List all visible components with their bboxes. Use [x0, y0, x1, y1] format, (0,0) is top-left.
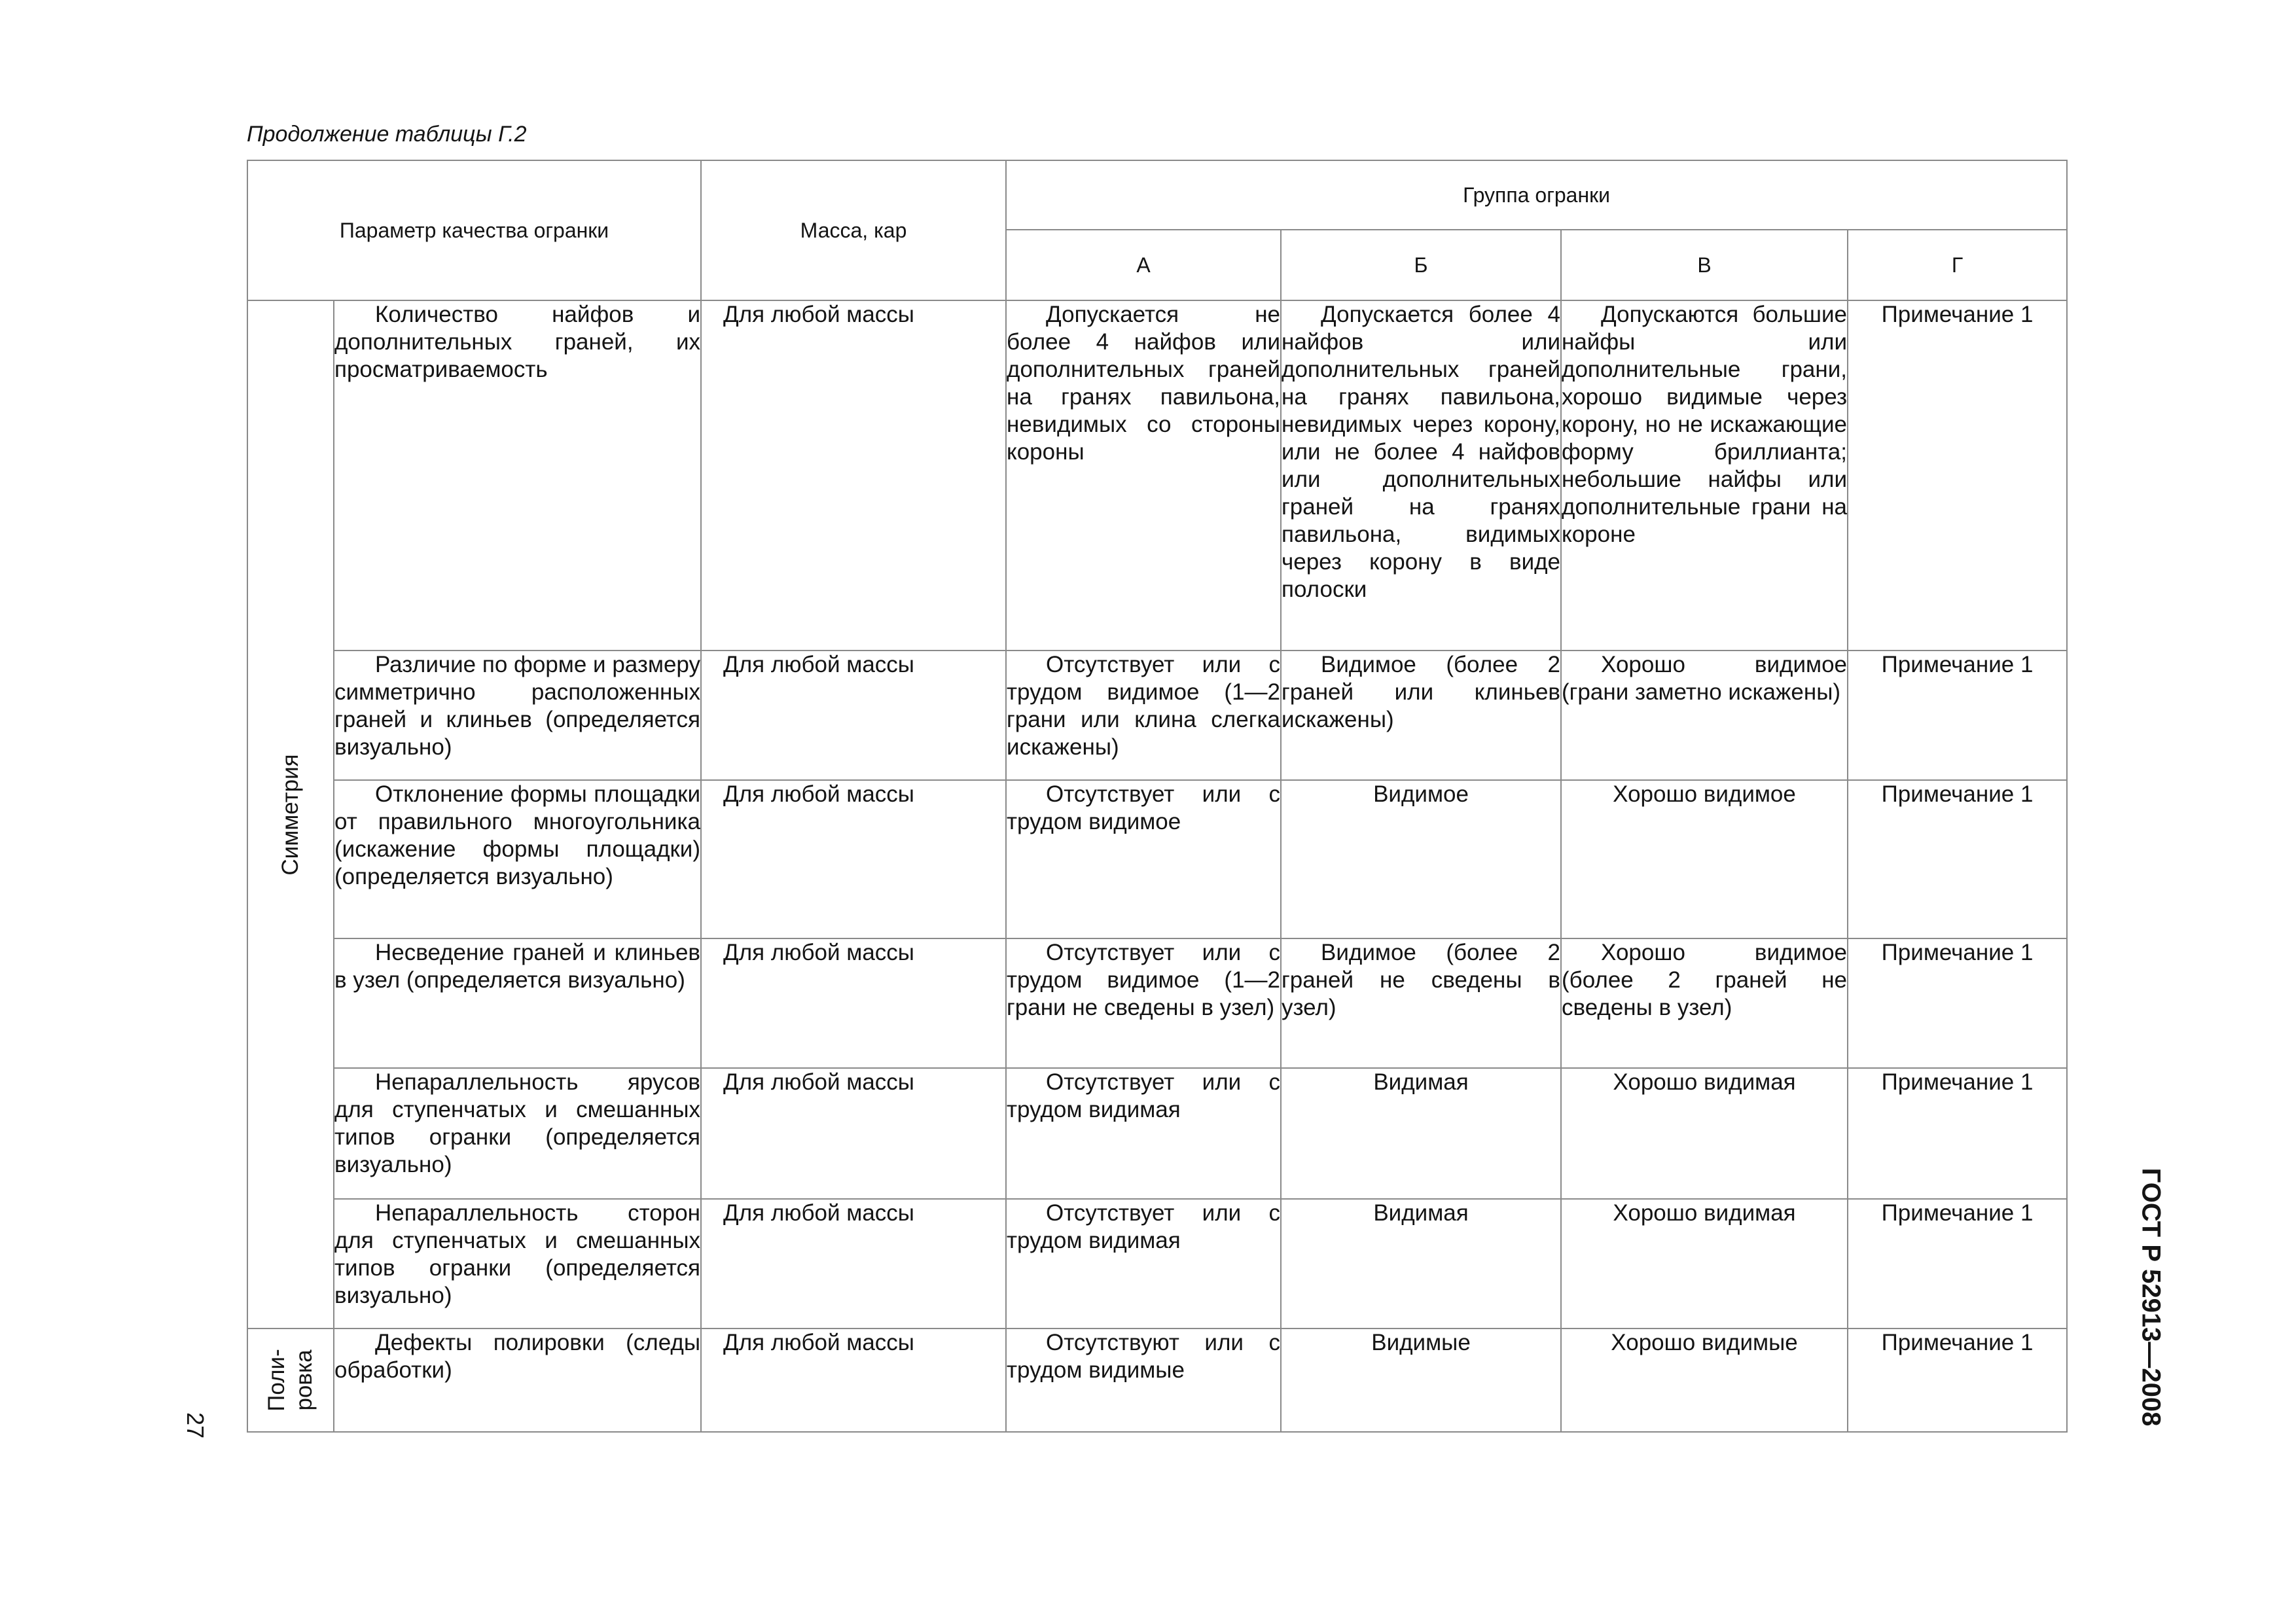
header-group-b: Б	[1281, 230, 1561, 300]
row-parameter: Отклонение формы площадки от правильного многоугольника (искажение формы площадки) (определяется визуально)	[334, 780, 701, 938]
row-group-a: Отсутствует или с трудом видимое	[1006, 780, 1281, 938]
row-mass: Для любой массы	[701, 300, 1006, 651]
row-mass: Для любой массы	[701, 1068, 1006, 1199]
row-mass: Для любой массы	[701, 1199, 1006, 1329]
row-group-a: Отсутствует или с трудом видимая	[1006, 1068, 1281, 1199]
page-number-text: 27	[182, 1412, 209, 1439]
table-row	[247, 1199, 2067, 1329]
row-group-b: Видимые	[1281, 1329, 1561, 1432]
row-group-g: Примечание 1	[1848, 1329, 2067, 1432]
row-parameter: Непараллельность ярусов для ступенчатых и смешанных типов огранки (определяется визуально)	[334, 1068, 701, 1199]
table-row	[247, 1329, 2067, 1432]
row-parameter: Непараллельность сторон для ступенчатых и смешанных типов огранки (определяется визуально)	[334, 1199, 701, 1329]
header-mass: Масса, кар	[701, 160, 1006, 300]
header-group-g: Г	[1848, 230, 2067, 300]
table-row	[247, 300, 2067, 651]
row-group-g: Примечание 1	[1848, 651, 2067, 780]
document-code	[2131, 1160, 2170, 1435]
row-group-g: Примечание 1	[1848, 300, 2067, 651]
section-polish-label: Поли- ровка	[264, 1349, 317, 1412]
table-row	[247, 938, 2067, 1068]
row-group-v: Хорошо видимое (грани заметно искажены)	[1561, 651, 1848, 780]
row-mass: Для любой массы	[701, 1329, 1006, 1432]
row-group-a: Отсутствует или с трудом видимая	[1006, 1199, 1281, 1329]
document-code-text: ГОСТ Р 52913—2008	[2136, 1168, 2166, 1427]
row-parameter: Несведение граней и клиньев в узел (определяется визуально)	[334, 938, 701, 1068]
row-group-v: Хорошо видимое	[1561, 780, 1848, 938]
row-group-g: Примечание 1	[1848, 780, 2067, 938]
header-parameter: Параметр качества огранки	[247, 160, 701, 300]
section-symmetry-label: Симметрия	[278, 753, 303, 876]
page-number	[175, 1399, 215, 1452]
row-group-b: Видимое (более 2 граней или клиньев искажены)	[1281, 651, 1561, 780]
row-parameter: Различие по форме и размеру симметрично расположенных граней и клиньев (определяется визуально)	[334, 651, 701, 780]
row-group-a: Отсутствуют или с трудом видимые	[1006, 1329, 1281, 1432]
row-group-a: Отсутствует или с трудом видимое (1—2 грани не сведены в узел)	[1006, 938, 1281, 1068]
row-group-b: Видимая	[1281, 1068, 1561, 1199]
header-group: Группа огранки	[1006, 160, 2067, 230]
row-parameter: Дефекты полировки (следы обработки)	[334, 1329, 701, 1432]
table-row	[247, 651, 2067, 780]
row-group-a: Отсутствует или с трудом видимое (1—2 грани или клина слегка искажены)	[1006, 651, 1281, 780]
row-group-b: Видимая	[1281, 1199, 1561, 1329]
row-group-v: Хорошо видимые	[1561, 1329, 1848, 1432]
section-symmetry	[247, 300, 334, 1329]
row-mass: Для любой массы	[701, 780, 1006, 938]
row-mass: Для любой массы	[701, 938, 1006, 1068]
header-group-v: В	[1561, 230, 1848, 300]
row-parameter: Количество найфов и дополнительных граней, их просматриваемость	[334, 300, 701, 651]
row-group-b: Видимое	[1281, 780, 1561, 938]
row-group-g: Примечание 1	[1848, 1068, 2067, 1199]
cut-quality-table	[247, 160, 2068, 1433]
row-group-b: Допускается более 4 найфов или дополнительных граней на гранях павильона, невидимых через корону, или не более 4 найфов или дополнительных граней на гранях павильона, видимых через корону в виде полоски	[1281, 300, 1561, 651]
table-row	[247, 1068, 2067, 1199]
table-row	[247, 780, 2067, 938]
row-mass: Для любой массы	[701, 651, 1006, 780]
row-group-v: Хорошо видимая	[1561, 1199, 1848, 1329]
row-group-v: Допускаются большие найфы или дополнительные грани, хорошо видимые через корону, но не искажающие форму бриллианта; небольшие найфы или дополнительные грани на короне	[1561, 300, 1848, 651]
row-group-v: Хорошо видимое (более 2 граней не сведены в узел)	[1561, 938, 1848, 1068]
row-group-a: Допускается не более 4 найфов или дополнительных граней на гранях павильона, невидимых со стороны короны	[1006, 300, 1281, 651]
section-polish	[247, 1329, 334, 1432]
row-group-g: Примечание 1	[1848, 938, 2067, 1068]
header-group-a: А	[1006, 230, 1281, 300]
row-group-b: Видимое (более 2 граней не сведены в узел)	[1281, 938, 1561, 1068]
row-group-g: Примечание 1	[1848, 1199, 2067, 1329]
table-caption: Продолжение таблицы Г.2	[247, 122, 527, 147]
row-group-v: Хорошо видимая	[1561, 1068, 1848, 1199]
